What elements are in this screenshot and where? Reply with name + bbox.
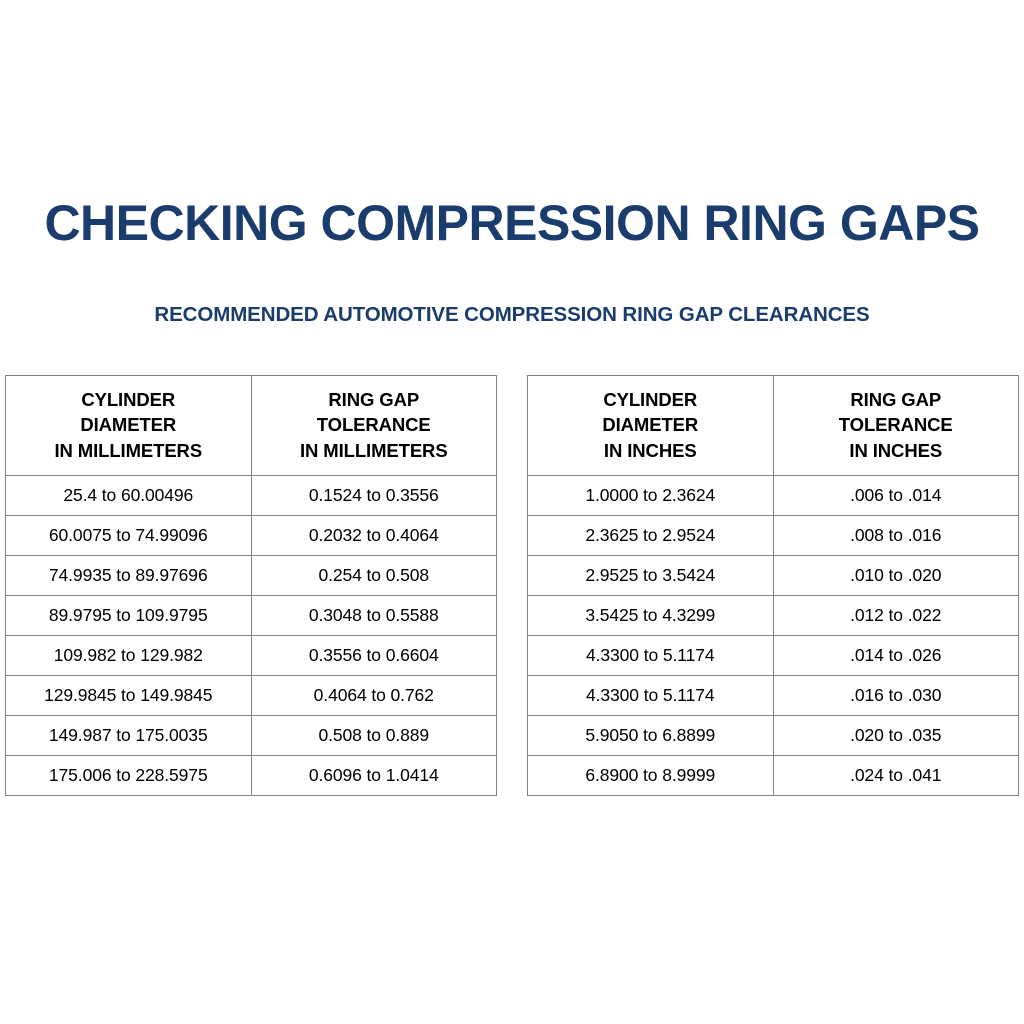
table-row: [6, 716, 497, 756]
cell-ring-gap-tolerance: 0.1524 to 0.3556: [251, 476, 497, 516]
table-row: [6, 516, 497, 556]
header-line-1: RING GAP: [328, 389, 420, 410]
cell-cylinder-diameter: 5.9050 to 6.8899: [528, 716, 774, 756]
cell-cylinder-diameter: 60.0075 to 74.99096: [6, 516, 252, 556]
table-row: [528, 596, 1019, 636]
cell-cylinder-diameter: 3.5425 to 4.3299: [528, 596, 774, 636]
cell-ring-gap-tolerance: 0.2032 to 0.4064: [251, 516, 497, 556]
table-row: [528, 756, 1019, 796]
column-header-ring-gap-tolerance-in: [773, 376, 1019, 476]
cell-cylinder-diameter: 4.3300 to 5.1174: [528, 636, 774, 676]
cell-ring-gap-tolerance: .012 to .022: [773, 596, 1019, 636]
cell-ring-gap-tolerance: 0.3556 to 0.6604: [251, 636, 497, 676]
table-row: [528, 556, 1019, 596]
table-row: [528, 676, 1019, 716]
cell-ring-gap-tolerance: 0.6096 to 1.0414: [251, 756, 497, 796]
cell-ring-gap-tolerance: .014 to .026: [773, 636, 1019, 676]
header-line-2: TOLERANCE: [838, 414, 953, 436]
cell-ring-gap-tolerance: 0.4064 to 0.762: [251, 676, 497, 716]
cell-cylinder-diameter: 109.982 to 129.982: [6, 636, 252, 676]
metric-ring-gap-table: [5, 375, 497, 796]
cell-ring-gap-tolerance: .010 to .020: [773, 556, 1019, 596]
header-line-3: IN INCHES: [603, 439, 697, 461]
header-line-1: CYLINDER: [603, 389, 698, 410]
table-header-row: [6, 376, 497, 476]
table-row: [528, 636, 1019, 676]
header-line-2: TOLERANCE: [316, 414, 431, 436]
cell-cylinder-diameter: 129.9845 to 149.9845: [6, 676, 252, 716]
column-header-cylinder-diameter-mm: [6, 376, 252, 476]
cell-cylinder-diameter: 74.9935 to 89.97696: [6, 556, 252, 596]
cell-cylinder-diameter: 175.006 to 228.5975: [6, 756, 252, 796]
page-title: CHECKING COMPRESSION RING GAPS: [44, 195, 980, 251]
header-line-1: CYLINDER: [81, 389, 176, 410]
cell-cylinder-diameter: 25.4 to 60.00496: [6, 476, 252, 516]
cell-cylinder-diameter: 149.987 to 175.0035: [6, 716, 252, 756]
cell-ring-gap-tolerance: .020 to .035: [773, 716, 1019, 756]
page-subtitle: RECOMMENDED AUTOMOTIVE COMPRESSION RING GAP CLEARANCES: [154, 303, 870, 326]
table-row: [6, 756, 497, 796]
table-row: [6, 636, 497, 676]
cell-ring-gap-tolerance: .024 to .041: [773, 756, 1019, 796]
cell-cylinder-diameter: 1.0000 to 2.3624: [528, 476, 774, 516]
table-header-row: [528, 376, 1019, 476]
table-row: [6, 676, 497, 716]
header-line-3: IN MILLIMETERS: [299, 439, 448, 461]
cell-ring-gap-tolerance: 0.508 to 0.889: [251, 716, 497, 756]
table-row: [6, 556, 497, 596]
header-line-2: DIAMETER: [80, 414, 177, 436]
table-row: [528, 476, 1019, 516]
cell-cylinder-diameter: 4.3300 to 5.1174: [528, 676, 774, 716]
cell-ring-gap-tolerance: 0.3048 to 0.5588: [251, 596, 497, 636]
cell-cylinder-diameter: 2.9525 to 3.5424: [528, 556, 774, 596]
column-header-ring-gap-tolerance-mm: [251, 376, 497, 476]
table-row: [6, 476, 497, 516]
tables-container: [0, 375, 1024, 796]
cell-ring-gap-tolerance: 0.254 to 0.508: [251, 556, 497, 596]
imperial-ring-gap-table: [527, 375, 1019, 796]
table-row: [528, 516, 1019, 556]
table-row: [528, 716, 1019, 756]
cell-cylinder-diameter: 2.3625 to 2.9524: [528, 516, 774, 556]
header-line-1: RING GAP: [850, 389, 942, 410]
header-line-3: IN INCHES: [849, 439, 943, 461]
cell-ring-gap-tolerance: .016 to .030: [773, 676, 1019, 716]
column-header-cylinder-diameter-in: [528, 376, 774, 476]
cell-ring-gap-tolerance: .008 to .016: [773, 516, 1019, 556]
header-line-3: IN MILLIMETERS: [54, 439, 203, 461]
header-line-2: DIAMETER: [602, 414, 699, 436]
cell-cylinder-diameter: 89.9795 to 109.9795: [6, 596, 252, 636]
cell-ring-gap-tolerance: .006 to .014: [773, 476, 1019, 516]
table-row: [6, 596, 497, 636]
cell-cylinder-diameter: 6.8900 to 8.9999: [528, 756, 774, 796]
